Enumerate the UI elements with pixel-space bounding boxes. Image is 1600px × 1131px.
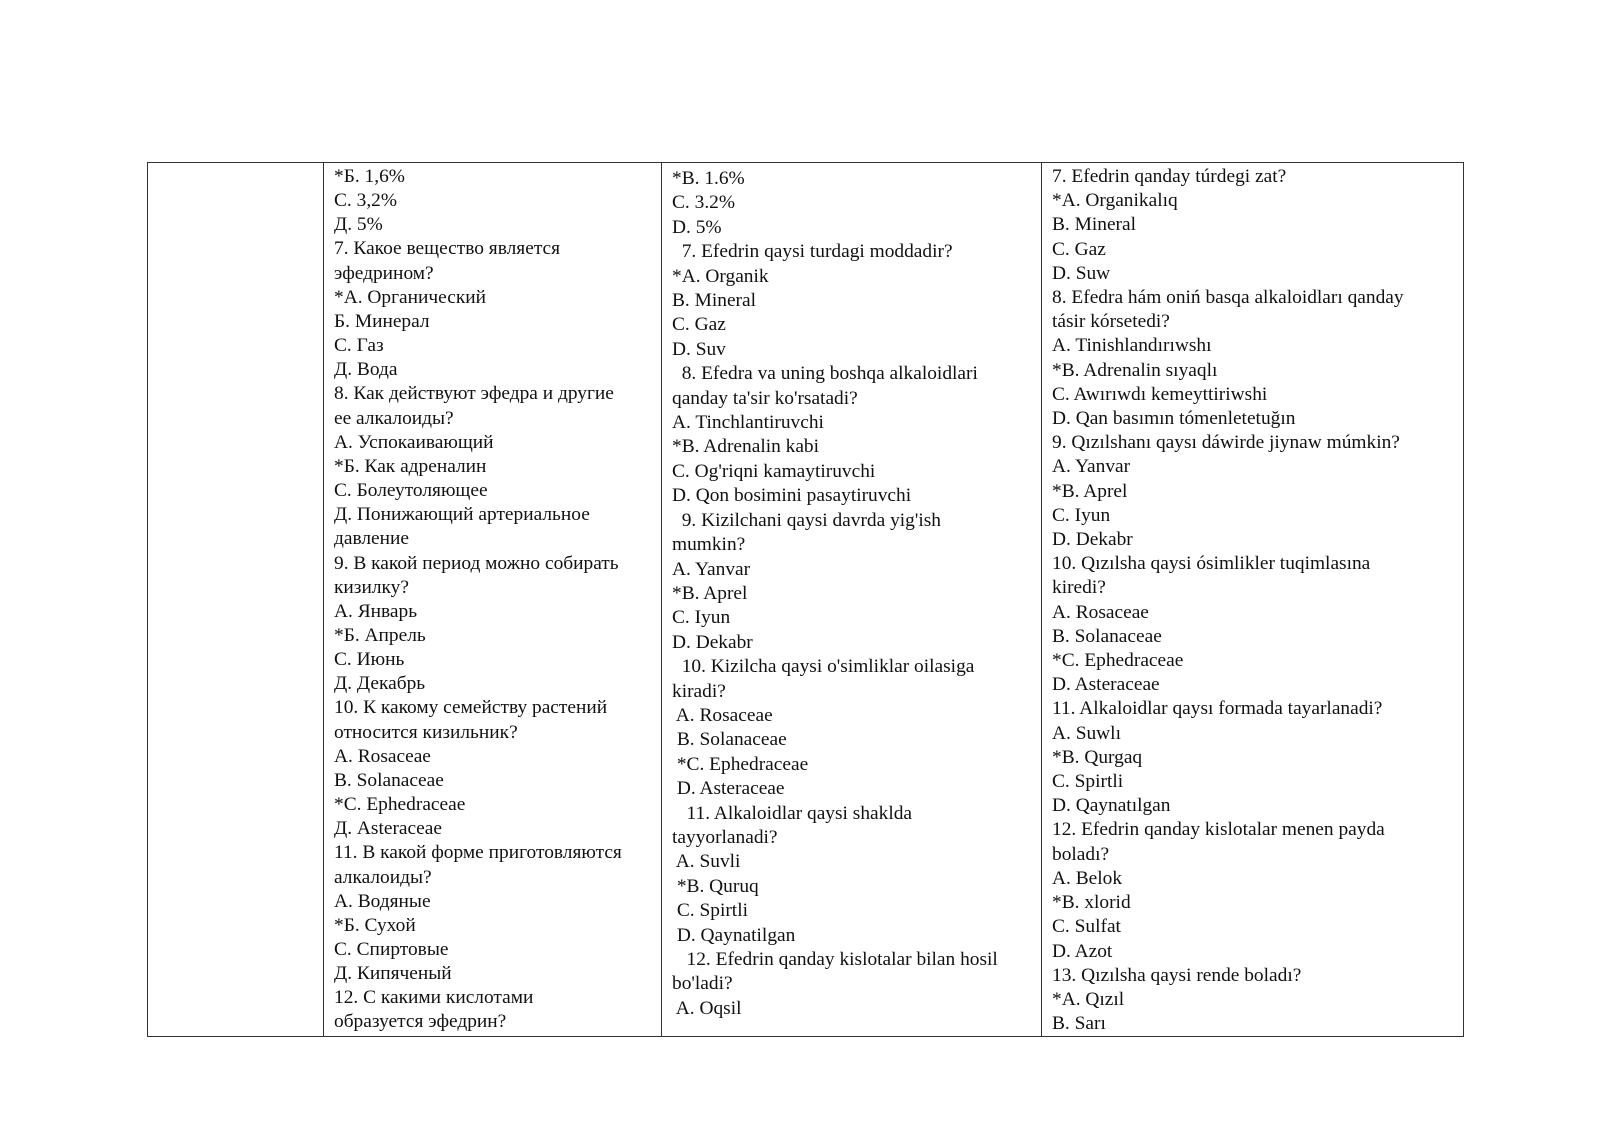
text-line: А. Rosaceae xyxy=(334,745,431,767)
text-line: tásir kórsetedi? xyxy=(1052,311,1170,333)
text-line: qanday ta'sir ko'rsatadi? xyxy=(672,387,858,409)
text-line: 7. Какое вещество является xyxy=(334,238,561,260)
text-line: Б. Минерал xyxy=(334,310,430,332)
text-line: кизилку? xyxy=(334,576,409,598)
text-line: *B. Aprel xyxy=(672,582,748,604)
text-line: D. Asteraceae xyxy=(1052,674,1160,696)
text-line: *Б. Как адреналин xyxy=(334,455,487,477)
text-line: *Б. 1,6% xyxy=(334,166,405,187)
text-line: *A. Organik xyxy=(672,265,769,287)
text-line: C. Spirtli xyxy=(672,900,748,922)
text-line: *B. Quruq xyxy=(672,875,759,897)
table-row xyxy=(148,163,1464,1037)
text-line: *B. 1.6% xyxy=(672,168,745,189)
text-line: A. Rosaceae xyxy=(672,704,773,726)
text-line: C. Gaz xyxy=(1052,238,1106,260)
text-line: tayyorlanadi? xyxy=(672,826,778,848)
text-line: 8. Efedra va uning boshqa alkaloidlari xyxy=(672,363,978,385)
text-line: 9. Kizilchani qaysi davrda yig'ish xyxy=(672,509,941,531)
text-line: С. Болеутоляющее xyxy=(334,480,488,502)
text-line: 10. К какому семейству растений xyxy=(334,697,608,719)
text-line: C. Spirtli xyxy=(1052,771,1124,793)
text-line: 12. С какими кислотами xyxy=(334,987,534,1009)
text-line: А. Водяные xyxy=(334,890,431,912)
text-line: *А. Органический xyxy=(334,286,487,308)
text-line: *A. Organikalıq xyxy=(1052,190,1178,212)
text-line: *B. Aprel xyxy=(1052,480,1128,502)
text-line: boladı? xyxy=(1052,843,1110,865)
text-line: B. Mineral xyxy=(672,290,757,312)
text-line: *B. xlorid xyxy=(1052,892,1131,914)
text-line: A. Suvli xyxy=(672,851,741,873)
text-line: А. Успокаивающий xyxy=(334,431,494,453)
text-line: B. Solanaceae xyxy=(1052,625,1162,647)
text-line: 11. Alkaloidlar qaysı formada tayarlanadi? xyxy=(1052,698,1383,720)
text-line: A. Tinchlantiruvchi xyxy=(672,412,824,434)
text-line: A. Yanvar xyxy=(672,558,751,580)
text-line: D. Qaynatilgan xyxy=(672,924,796,946)
text-line: Д. Кипяченый xyxy=(334,963,452,985)
text-line: эфедрином? xyxy=(334,262,434,284)
text-line: D. Dekabr xyxy=(672,631,753,653)
karakalpak-column-cell xyxy=(1042,163,1464,1037)
text-line: mumkin? xyxy=(672,534,746,556)
text-line: *C. Ephedraceae xyxy=(1052,650,1184,672)
text-line: 9. Qızılshanı qaysı dáwirde jiynaw múmkin? xyxy=(1052,432,1400,454)
text-line: A. Rosaceae xyxy=(1052,601,1149,623)
text-line: алкалоиды? xyxy=(334,866,432,888)
russian-column-cell xyxy=(324,163,662,1037)
text-line: *С. Ephedraceae xyxy=(334,794,466,816)
text-line: относится кизильник? xyxy=(334,721,518,743)
text-line: A. Yanvar xyxy=(1052,456,1131,478)
text-line: *B. Adrenalin kabi xyxy=(672,436,820,458)
text-line: В. Solanaceae xyxy=(334,769,444,791)
text-line: D. Suw xyxy=(1052,262,1111,284)
text-line: *Б. Апрель xyxy=(334,624,426,646)
text-line: D. Qan basımın tómenletetuğın xyxy=(1052,408,1296,430)
text-line: *Б. Сухой xyxy=(334,914,416,936)
text-line: 11. В какой форме приготовляются xyxy=(334,842,622,864)
text-line: 9. В какой период можно собирать xyxy=(334,552,619,574)
text-line: Д. Asteraceae xyxy=(334,818,442,840)
text-line: 12. Efedrin qanday kislotalar bilan hosil xyxy=(672,949,998,970)
text-line: 10. Kizilcha qaysi o'simliklar oilasiga xyxy=(672,656,975,678)
text-line: D. Asteraceae xyxy=(672,778,785,800)
text-line: D. Dekabr xyxy=(1052,529,1133,551)
text-line: kiredi? xyxy=(1052,577,1106,599)
text-line: C. Og'riqni kamaytiruvchi xyxy=(672,460,876,482)
text-line: C. Sulfat xyxy=(1052,916,1121,938)
text-line: kiradi? xyxy=(672,680,726,702)
text-line: D. Azot xyxy=(1052,940,1113,962)
text-line: D. 5% xyxy=(672,216,722,238)
uzbek-column-cell xyxy=(662,163,1042,1037)
text-line: давление xyxy=(334,528,410,550)
text-line: B. Solanaceae xyxy=(672,729,787,751)
text-line: 10. Qızılsha qaysi ósimlikler tuqimlasına xyxy=(1052,553,1371,575)
text-line: A. Oqsil xyxy=(672,997,742,1019)
text-line: C. Awırıwdı kemeyttiriwshi xyxy=(1052,383,1268,405)
text-line: ее алкалоиды? xyxy=(334,407,454,429)
text-line: A. Belok xyxy=(1052,867,1123,889)
text-line: 11. Alkaloidlar qaysi shaklda xyxy=(672,802,913,824)
text-line: 8. Efedra hám oniń basqa alkaloidları qanday xyxy=(1052,287,1404,309)
text-line: *C. Ephedraceae xyxy=(672,753,809,775)
text-line: С. Спиртовые xyxy=(334,939,449,960)
text-line: Д. Понижающий артериальное xyxy=(334,504,590,526)
text-line: A. Tinishlandırıwshı xyxy=(1052,335,1212,357)
text-line: А. Январь xyxy=(334,600,418,622)
text-line: С. Газ xyxy=(334,335,384,357)
text-line: Д. Вода xyxy=(334,359,398,381)
text-line: образуется эфедрин? xyxy=(334,1011,507,1033)
text-line: *A. Qızıl xyxy=(1052,988,1125,1010)
text-line: 8. Как действуют эфедра и другие xyxy=(334,383,614,405)
text-line: 13. Qızılsha qaysi rende boladı? xyxy=(1052,964,1302,986)
text-line: Д. 5% xyxy=(334,214,383,236)
text-line: B. Mineral xyxy=(1052,214,1137,236)
text-line: *B. Qurgaq xyxy=(1052,746,1143,768)
text-line: C. Gaz xyxy=(672,314,726,336)
text-line: 12. Efedrin qanday kislotalar menen payda xyxy=(1052,819,1385,841)
text-line: D. Qaynatılgan xyxy=(1052,795,1171,817)
text-line: С. Июнь xyxy=(334,649,405,671)
text-line: D. Qon bosimini pasaytiruvchi xyxy=(672,485,912,507)
text-line: C. Iyun xyxy=(672,607,731,629)
empty-cell xyxy=(148,163,324,1037)
text-line: С. 3,2% xyxy=(334,190,398,212)
text-line: C. 3.2% xyxy=(672,192,736,214)
text-line: C. Iyun xyxy=(1052,504,1111,526)
text-line: D. Suv xyxy=(672,338,726,360)
text-line: *B. Adrenalin sıyaqlı xyxy=(1052,359,1218,381)
text-line: A. Suwlı xyxy=(1052,722,1121,744)
text-line: bo'ladi? xyxy=(672,973,733,995)
text-line: 7. Efedrin qanday túrdegi zat? xyxy=(1052,166,1287,187)
text-line: 7. Efedrin qaysi turdagi moddadir? xyxy=(672,241,953,263)
text-line: B. Sarı xyxy=(1052,1013,1106,1035)
text-line: Д. Декабрь xyxy=(334,673,426,695)
quiz-table xyxy=(147,162,1464,1037)
